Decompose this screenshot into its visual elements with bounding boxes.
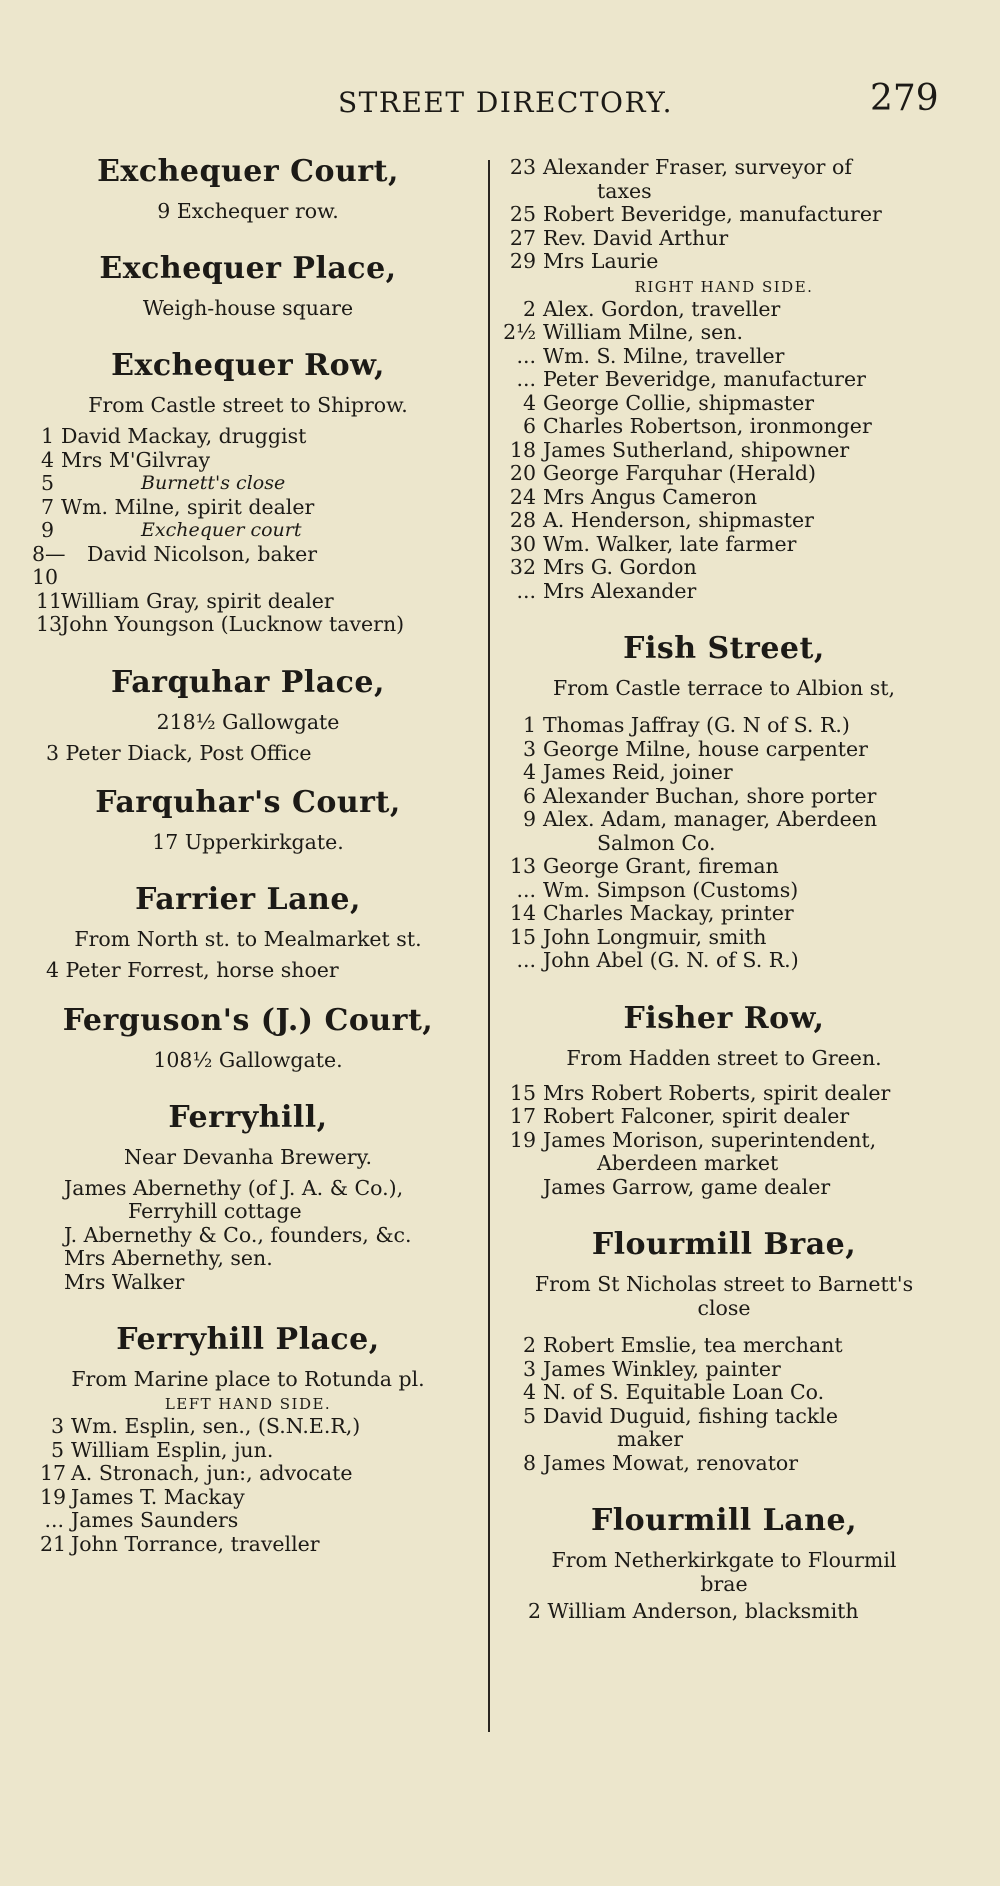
- list-item: 8 James Mowat, renovator: [522, 1450, 799, 1475]
- street-heading: Flourmill Brae,: [591, 1227, 857, 1262]
- street-heading: Exchequer Row,: [111, 348, 385, 383]
- section-flourmill-lane: [502, 1503, 946, 1624]
- list-item: 32 Mrs G. Gordon: [509, 555, 697, 579]
- entry-list: [36, 1177, 460, 1295]
- section-farquhar-place: [36, 665, 460, 766]
- list-item: ... Wm. Simpson (Customs): [516, 877, 799, 902]
- list-item: 15 Mrs Robert Roberts, spirit dealer: [509, 1080, 891, 1105]
- list-item: 1 David Mackay, druggist: [40, 424, 307, 448]
- running-header: STREET DIRECTORY.: [338, 86, 673, 119]
- street-heading: Ferryhill Place,: [116, 1322, 380, 1357]
- list-item: 9 Exchequer court: [40, 518, 302, 542]
- right-column: [502, 156, 946, 1624]
- list-item: 6 Alexander Buchan, shore porter: [522, 783, 877, 808]
- list-item: 4 N. of S. Equitable Loan Co.: [522, 1380, 825, 1404]
- list-item: 23 Alexander Fraser, surveyor of: [509, 155, 852, 179]
- street-location: From North st. to Mealmarket st.: [74, 927, 422, 951]
- list-item: 3 Peter Diack, Post Office: [46, 740, 312, 765]
- list-item: 3 Wm. Esplin, sen., (S.N.E.R,): [50, 1414, 361, 1438]
- list-item: ... James Saunders: [44, 1508, 239, 1532]
- section-ferryhill-place: [36, 1322, 460, 1556]
- street-heading: Ferryhill,: [168, 1099, 328, 1135]
- list-item: 4 Peter Forrest, horse shoer: [46, 958, 339, 982]
- list-item: 27 Rev. David Arthur: [509, 225, 729, 250]
- list-item: 14 Charles Mackay, printer: [509, 901, 794, 925]
- section-exchequer-place: [36, 251, 460, 320]
- section-exchequer-row: [32, 348, 460, 637]
- list-item: Mrs Walker: [64, 1269, 185, 1294]
- list-item: 21 John Torrance, traveller: [40, 1531, 320, 1556]
- list-item: 5 Burnett's close: [40, 471, 286, 495]
- list-item: 3 James Winkley, painter: [522, 1356, 781, 1381]
- entry-list: [32, 424, 460, 637]
- list-item: 7 Wm. Milne, spirit dealer: [40, 494, 315, 519]
- entry-list: [502, 298, 946, 604]
- list-item: 3 George Milne, house carpenter: [522, 736, 868, 761]
- section-fish-street: [502, 631, 946, 973]
- street-location: 108½ Gallowgate.: [153, 1047, 343, 1072]
- list-item: Aberdeen market: [597, 1151, 779, 1175]
- street-heading: Farquhar's Court,: [95, 785, 401, 820]
- section-fisher-row: [502, 1001, 946, 1200]
- section-exchequer-court: [36, 154, 460, 223]
- list-item: J. Abernethy & Co., founders, &c.: [64, 1222, 412, 1247]
- section-ferryhill-place-continued: [502, 156, 946, 603]
- street-location: From Marine place to Rotunda pl.: [71, 1367, 425, 1391]
- list-item: 4 James Reid, joiner: [522, 760, 733, 784]
- list-item: 25 Robert Beveridge, manufacturer: [509, 202, 882, 226]
- list-item: 9 Alex. Adam, manager, Aberdeen: [522, 807, 878, 831]
- street-heading: Fish Street,: [623, 631, 825, 666]
- section-farquhars-court: [36, 785, 460, 854]
- list-item: 20 George Farquhar (Herald): [509, 461, 817, 485]
- side-label: LEFT HAND SIDE.: [164, 1395, 332, 1413]
- street-location: From Castle street to Shiprow.: [88, 393, 408, 417]
- entry-list: [36, 1415, 460, 1556]
- list-item: 13 George Grant, fireman: [509, 854, 779, 878]
- street-location: From Hadden street to Green.: [566, 1045, 882, 1070]
- list-item: 1 Thomas Jaffray (G. N of S. R.): [522, 713, 850, 737]
- street-heading: Ferguson's (J.) Court,: [62, 1002, 434, 1038]
- list-item: James Garrow, game dealer: [543, 1174, 831, 1199]
- list-item: 24 Mrs Angus Cameron: [509, 484, 758, 509]
- street-location-continued: brae: [700, 1572, 748, 1596]
- street-heading: Farrier Lane,: [135, 882, 361, 917]
- list-item: 17 Robert Falconer, spirit dealer: [509, 1104, 850, 1128]
- list-item: 4 Mrs M'Gilvray: [40, 447, 211, 472]
- list-item: 2 William Anderson, blacksmith: [528, 1599, 859, 1623]
- list-item: 30 Wm. Walker, late farmer: [509, 531, 797, 556]
- list-item: 19 James T. Mackay: [40, 1484, 245, 1509]
- street-location: Near Devanha Brewery.: [124, 1144, 372, 1169]
- entry-list: [502, 714, 946, 973]
- street-location: From Castle terrace to Albion st,: [553, 676, 895, 700]
- section-farrier-lane: [36, 882, 460, 983]
- section-ferryhill: [36, 1100, 460, 1295]
- list-item: maker: [617, 1427, 684, 1451]
- list-item: James Abernethy (of J. A. & Co.),: [64, 1175, 404, 1200]
- section-fergusons-court: [36, 1003, 460, 1072]
- entry-list: [502, 1082, 946, 1200]
- street-heading: Flourmill Lane,: [590, 1503, 858, 1538]
- column-divider: [488, 160, 490, 1732]
- street-location: From Netherkirkgate to Flourmil: [551, 1548, 897, 1572]
- street-location: Weigh-house square: [142, 296, 354, 320]
- list-item: 5 David Duguid, fishing tackle: [522, 1403, 838, 1428]
- street-heading: Exchequer Place,: [99, 251, 397, 286]
- street-heading: Fisher Row,: [623, 1000, 825, 1036]
- entry-list: [502, 1334, 946, 1475]
- street-heading: Farquhar Place,: [111, 664, 385, 700]
- list-item: taxes: [597, 178, 652, 203]
- list-item: Salmon Co.: [597, 830, 716, 855]
- list-item: 2½ William Milne, sen.: [503, 320, 743, 344]
- entry-list: [502, 156, 946, 274]
- list-item: 19 James Morison, superintendent,: [509, 1127, 877, 1152]
- left-column: [32, 148, 460, 1556]
- section-flourmill-brae: [502, 1227, 946, 1475]
- street-location: From St Nicholas street to Barnett's: [534, 1272, 914, 1296]
- list-item: ... John Abel (G. N. of S. R.): [516, 948, 799, 972]
- list-item: 6 Charles Robertson, ironmonger: [522, 414, 872, 438]
- street-location: 218½ Gallowgate: [156, 709, 340, 734]
- list-item: Ferryhill cottage: [128, 1199, 302, 1223]
- list-item: 2 Robert Emslie, tea merchant: [522, 1333, 843, 1357]
- list-item: 15 John Longmuir, smith: [509, 924, 767, 949]
- list-item: 18 James Sutherland, shipowner: [509, 437, 850, 462]
- side-label: RIGHT HAND SIDE.: [634, 277, 814, 296]
- street-heading: Exchequer Court,: [97, 154, 399, 189]
- list-item: 4 George Collie, shipmaster: [522, 390, 815, 415]
- list-item: ... Peter Beveridge, manufacturer: [516, 367, 866, 391]
- list-item: 8—10 David Nicolson, baker: [32, 541, 318, 589]
- list-item: 13 John Youngson (Lucknow tavern): [36, 612, 405, 636]
- list-item: 2 Alex. Gordon, traveller: [522, 296, 781, 321]
- street-location: 17 Upperkirkgate.: [152, 830, 344, 854]
- list-item: 11 William Gray, spirit dealer: [36, 588, 334, 613]
- list-item: 5 William Esplin, jun.: [50, 1437, 274, 1462]
- street-location: 9 Exchequer row.: [157, 199, 339, 223]
- list-item: 29 Mrs Laurie: [509, 249, 659, 273]
- list-item: ... Wm. S. Milne, traveller: [516, 343, 785, 368]
- list-item: 28 A. Henderson, shipmaster: [509, 508, 814, 532]
- page-number: 279: [870, 78, 939, 119]
- list-item: Mrs Abernethy, sen.: [64, 1246, 273, 1270]
- list-item: ... Mrs Alexander: [516, 578, 697, 603]
- street-location-continued: close: [697, 1296, 751, 1320]
- list-item: 17 A. Stronach, jun:, advocate: [40, 1461, 353, 1485]
- page-header: [0, 78, 1000, 128]
